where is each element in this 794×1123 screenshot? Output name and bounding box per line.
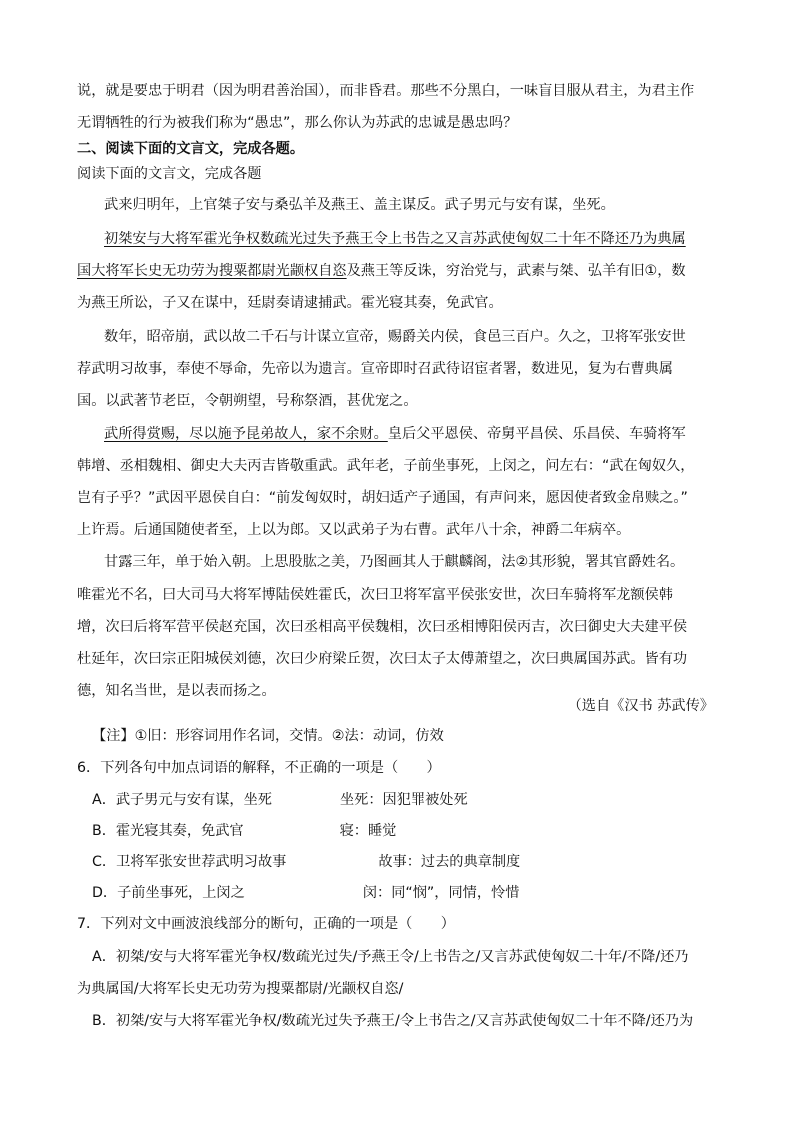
option-sentence: C．卫将军张安世荐武明习故事 xyxy=(92,854,287,870)
question-7-option-a-line: 为典属国/大将军长史无功劳为搜粟都尉/光颛权自恣/ xyxy=(77,981,404,997)
question-7-option-a-line: A．初桀/安与大将军霍光争权/数疏光过失/予燕王令/上书告之/又言苏武使匈奴二十年/不降/还乃 xyxy=(92,949,689,965)
passage-line: 增，次曰后将军营平侯赵充国，次曰丞相高平侯魏相，次曰丞相博阳侯丙吉，次曰御史大夫建平侯 xyxy=(77,619,688,635)
annotation-note: 【注】①旧：形容词用作名词，交情。②法：动词，仿效 xyxy=(92,728,444,744)
passage-line: 为燕王所讼，子又在谋中，廷尉奏请逮捕武。霍光寝其奏，免武官。 xyxy=(77,295,503,311)
source-citation: （选自《汉书 苏武传》 xyxy=(567,698,714,714)
option-sentence: D．子前坐事死，上闵之 xyxy=(92,885,245,901)
passage-line: 国。以武著节老臣，令朝朔望，号称祭酒，甚优宠之。 xyxy=(77,393,418,409)
passage-line: 甘露三年，单于始入朝。上思股肱之美，乃图画其人于麒麟阁，法②其形貌，署其官爵姓名。 xyxy=(104,554,685,570)
instruction-line: 阅读下面的文言文，完成各题 xyxy=(77,166,262,182)
passage-line: 上许焉。后通国随使者至，上以为郎。又以武弟子为右曹。武年八十余，神爵二年病卒。 xyxy=(77,522,631,538)
text-line: 无谓牺牲的行为被我们称为“愚忠”，那么你认为苏武的忠诚是愚忠吗？ xyxy=(77,115,518,131)
passage-line: 德，知名当世，是以表而扬之。 xyxy=(77,683,276,699)
passage-segment: 皇后父平恩侯、帝舅平昌侯、乐昌侯、车骑将军 xyxy=(387,426,686,442)
passage-line: 荐武明习故事，奉使不辱命，先帝以为遗言。宣帝即时召武待诏宦者署，数进见，复为右曹典属 xyxy=(77,361,673,377)
underlined-segment: 武所得赏赐，尽以施予昆弟故人，家不余财。 xyxy=(104,426,388,442)
question-6-option-a xyxy=(92,790,468,810)
wavy-underlined-segment: 国大将军长史无功劳为搜粟都尉光颛权自恣 xyxy=(77,263,347,279)
text-line: 说，就是要忠于明君（因为明君善治国），而非昏君。那些不分黑白，一味盲目服从君主，为君主作 xyxy=(77,83,695,99)
passage-line: 武来归明年，上官桀子安与桑弘羊及燕王、盖主谋反。武子男元与安有谋，坐死。 xyxy=(104,197,615,213)
passage-segment: 及燕王等反诛，穷治党与，武素与桀、弘羊有旧①，数 xyxy=(346,263,686,279)
option-explanation: 故事：过去的典章制度 xyxy=(378,854,521,870)
passage-line xyxy=(77,261,686,281)
option-explanation: 寝：睡觉 xyxy=(339,823,397,839)
passage-line: 唯霍光不名，曰大司马大将军博陆侯姓霍氏，次曰卫将军富平侯张安世，次曰车骑将军龙额侯韩 xyxy=(77,587,673,603)
passage-line: 岂有子乎？”武因平恩侯自白：“前发匈奴时，胡妇适产子通国，有声问来，愿因使者致金帛赎之。” xyxy=(77,490,688,506)
option-sentence: B．霍光寝其奏，免武官 xyxy=(92,823,244,839)
passage-line: 数年，昭帝崩，武以故二千石与计谋立宣帝，赐爵关内侯，食邑三百户。久之，卫将军张安世 xyxy=(104,329,686,345)
option-sentence: A．武子男元与安有谋，坐死 xyxy=(92,792,272,808)
question-6-stem: 6．下列各句中加点词语的解释，不正确的一项是（ ） xyxy=(77,760,441,776)
passage-line xyxy=(104,424,686,444)
question-6-option-d xyxy=(92,883,519,903)
option-explanation: 闵：同“悯”，同情，怜惜 xyxy=(362,885,520,901)
passage-line: 韩增、丞相魏相、御史大夫丙吉皆敬重武。武年老，子前坐事死，上闵之，问左右：“武在匈奴久， xyxy=(77,458,695,474)
section-heading: 二、阅读下面的文言文，完成各题。 xyxy=(77,141,305,157)
wavy-underlined-passage-line: 初桀安与大将军霍光争权数疏光过失予燕王令上书告之又言苏武使匈奴二十年不降还乃为典属 xyxy=(104,231,686,247)
question-6-option-b xyxy=(92,821,396,841)
option-explanation: 坐死：因犯罪被处死 xyxy=(339,792,468,808)
question-7-option-b-line: B．初桀/安与大将军霍光争权/数疏光过失予燕王/令上书告之/又言苏武使匈奴二十年不降/还乃为 xyxy=(92,1013,694,1029)
passage-line: 杜延年，次曰宗正阳城侯刘德，次曰少府梁丘贺，次曰太子太傅萧望之，次曰典属国苏武。皆有功 xyxy=(77,651,688,667)
question-6-option-c xyxy=(92,852,520,872)
question-7-stem: 7．下列对文中画波浪线部分的断句，正确的一项是（ ） xyxy=(77,916,455,932)
